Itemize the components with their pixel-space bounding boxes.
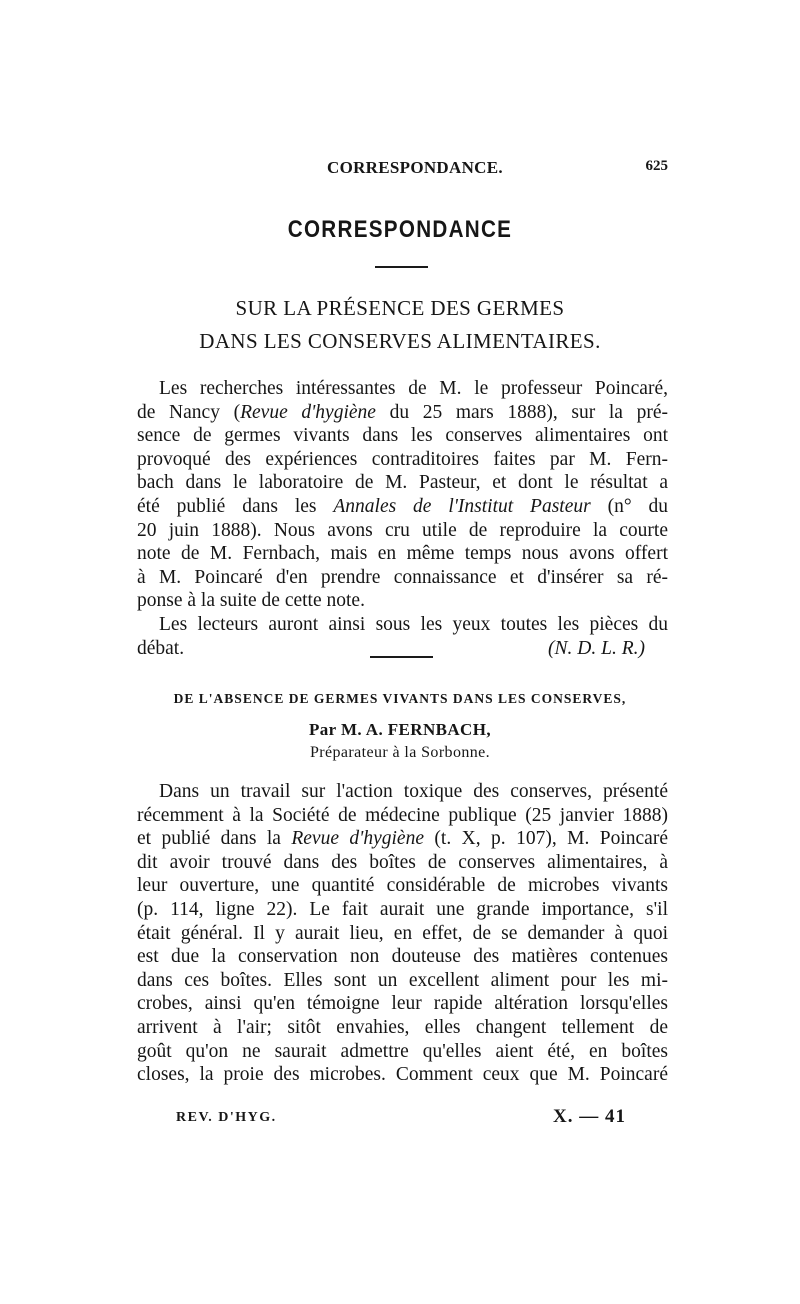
text-line: Les lecteurs auront ainsi sous les yeux toutes les pièces du: [159, 613, 668, 635]
text-line: dit avoir trouvé dans des boîtes de conserves alimentaires, à: [137, 851, 668, 873]
section-rule: [370, 656, 433, 658]
page-footer: [176, 1106, 626, 1134]
text-line: débat. (N. D. L. R.): [137, 637, 645, 659]
page-number: 625: [645, 158, 668, 174]
text-line: ponse à la suite de cette note.: [137, 590, 365, 612]
title-rule: [375, 266, 428, 268]
editor-signature: (N. D. L. R.): [548, 637, 645, 659]
text-line: Les recherches intéressantes de M. le professeur Poincaré,: [159, 378, 668, 399]
text-line: récemment à la Société de médecine publique (25 janvier 1888): [137, 804, 668, 826]
author-affiliation: Préparateur à la Sorbonne.: [309, 744, 491, 761]
running-head-title: CORRESPONDANCE.: [327, 158, 503, 177]
article-author: Par M. A. FERNBACH,: [309, 720, 491, 739]
text-line: goût qu'on ne saurait admettre qu'elles aient été, en boîtes: [137, 1040, 668, 1062]
text-line: était général. Il y aurait lieu, en effet, de se demander à quoi: [137, 922, 668, 944]
text-line: arrivent à l'air; sitôt envahies, elles changent tellement de: [137, 1016, 668, 1038]
text-line: closes, la proie des microbes. Comment ceux que M. Poincaré: [137, 1064, 668, 1086]
text-line: (p. 114, ligne 22). Le fait aurait une grande importance, s'il: [137, 898, 668, 920]
text-line: provoqué des expériences contraditoires faites par M. Fern-: [137, 448, 668, 470]
subtitle-line-1: SUR LA PRÉSENCE DES GERMES: [235, 296, 565, 320]
text-line: note de M. Fernbach, mais en même temps nous avons offert: [137, 543, 668, 565]
subtitle-line-2: DANS LES CONSERVES ALIMENTAIRES.: [199, 329, 601, 353]
text-line: dans ces boîtes. Elles sont un excellent aliment pour les mi-: [137, 969, 668, 991]
text-line: à M. Poincaré d'en prendre connaissance et d'insérer sa ré-: [137, 566, 668, 588]
text-line: 20 juin 1888). Nous avons cru utile de reproduire la courte: [137, 519, 668, 541]
text-line: bach dans le laboratoire de M. Pasteur, et dont le résultat a: [137, 472, 668, 494]
text-line: crobes, ainsi qu'en témoigne leur rapide altération lorsqu'elles: [137, 993, 668, 1015]
text-line: est due la conservation non douteuse des matières contenues: [137, 946, 668, 968]
text-line: été publié dans les Annales de l'Institut Pasteur (n° du: [137, 495, 669, 517]
article-heading: DE L'ABSENCE DE GERMES VIVANTS DANS LES CONSERVES,: [173, 691, 627, 706]
text-line: de Nancy (Revue d'hygiène du 25 mars 1888), sur la pré-: [137, 401, 668, 423]
editor-note: [137, 377, 668, 660]
text-line: leur ouverture, une quantité considérable de microbes vivants: [137, 875, 668, 897]
text-line: et publié dans la Revue d'hygiène (t. X, p. 107), M. Poincaré: [137, 828, 668, 850]
text-line: sence de germes vivants dans les conserves alimentaires ont: [137, 425, 668, 447]
article-body: [137, 780, 668, 1087]
section-title: CORRESPONDANCE: [287, 216, 513, 243]
volume-sheet: X. — 41: [553, 1106, 626, 1127]
running-head: [137, 158, 668, 184]
text-line: Dans un travail sur l'action toxique des conserves, présenté: [159, 781, 668, 802]
journal-signature: REV. D'HYG.: [176, 1110, 277, 1125]
